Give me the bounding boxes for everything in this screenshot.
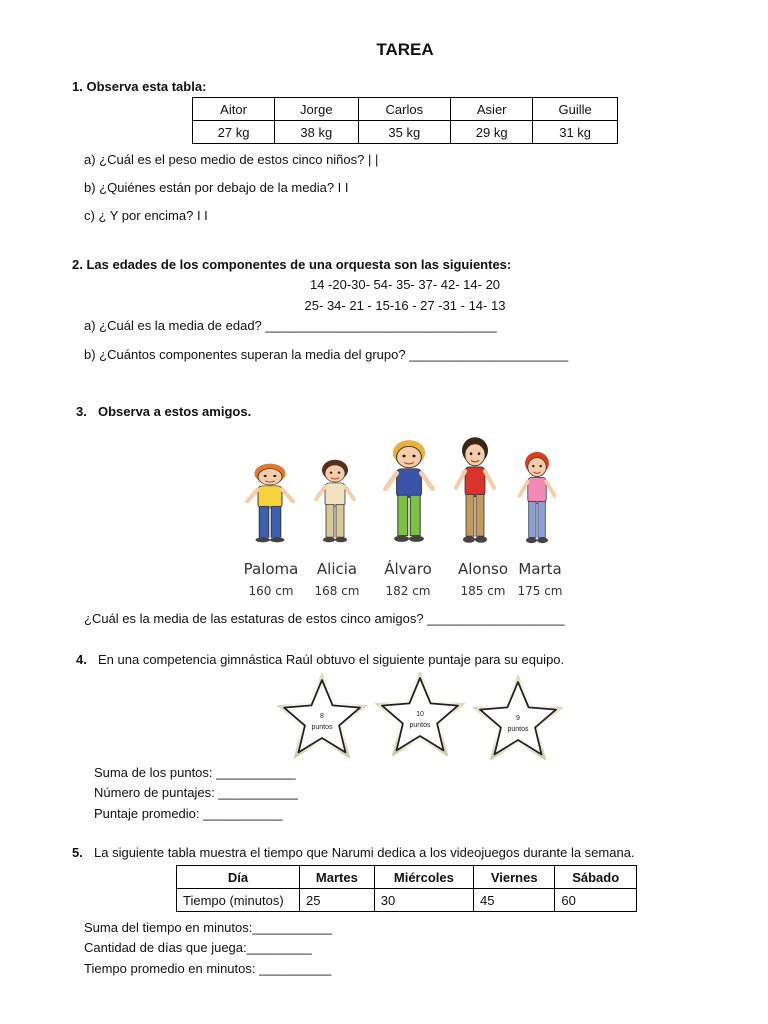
friend-name: Paloma: [243, 560, 299, 578]
q2-ages-line1: 14 -20-30- 54- 35- 37- 42- 14- 20: [309, 277, 501, 292]
q4-heading: En una competencia gimnástica Raúl obtuvo el siguiente puntaje para su equipo.: [98, 652, 565, 667]
table-row: [193, 121, 618, 144]
table-header-cell: Día: [177, 866, 300, 889]
friend-height: 160 cm: [248, 584, 294, 598]
table-cell: Asier: [451, 98, 533, 121]
q2-heading: 2. Las edades de los componentes de una orquesta son las siguientes:: [72, 257, 512, 272]
table-cell: 30: [374, 889, 473, 912]
friend-height: 182 cm: [385, 584, 431, 598]
table-cell: Guille: [533, 98, 618, 121]
q4-number: 4.: [76, 652, 87, 667]
time-table: [176, 865, 637, 912]
q2-ages-line2: 25- 34- 21 - 15-16 - 27 -31 - 14- 13: [304, 298, 506, 313]
q2-a: a) ¿Cuál es la media de edad? ________________________________: [84, 318, 497, 333]
table-cell: 31 kg: [533, 121, 618, 144]
friend-height: 175 cm: [517, 584, 563, 598]
q4-count: Número de puntajes: ___________: [94, 785, 298, 800]
q5-heading: La siguiente tabla muestra el tiempo que Narumi dedica a los videojuegos durante la semana.: [94, 845, 635, 860]
friend-figure: [450, 435, 500, 545]
friend-figure: [514, 450, 560, 545]
q1-b: b) ¿Quiénes están por debajo de la media? I I: [84, 180, 349, 195]
q5-sum: Suma del tiempo en minutos:___________: [84, 920, 332, 935]
table-cell: Carlos: [358, 98, 451, 121]
weights-table: [192, 97, 618, 144]
friend-name: Alonso: [457, 560, 509, 578]
q1-heading: 1. Observa esta tabla:: [72, 79, 207, 94]
q3-number: 3.: [76, 404, 87, 419]
friend-name: Alicia: [316, 560, 358, 578]
friend-figure: [310, 458, 360, 544]
score-stars: [272, 672, 572, 764]
star-unit: puntos: [507, 726, 529, 733]
table-cell: 25: [300, 889, 375, 912]
friend-figure: [240, 462, 300, 544]
table-cell: Jorge: [275, 98, 358, 121]
table-row: [177, 866, 637, 889]
q2-b: b) ¿Cuántos componentes superan la media del grupo? ______________________: [84, 347, 569, 362]
q5-number: 5.: [72, 845, 83, 860]
q1-c: c) ¿ Y por encima? I I: [84, 208, 208, 223]
table-cell: 27 kg: [193, 121, 275, 144]
friend-height: 185 cm: [460, 584, 506, 598]
table-row: [193, 98, 618, 121]
q5-avg: Tiempo promedio en minutos: __________: [84, 961, 332, 976]
table-cell: Tiempo (minutos): [177, 889, 300, 912]
q5-days: Cantidad de días que juega:_________: [84, 940, 312, 955]
friend-height: 168 cm: [314, 584, 360, 598]
q3-heading: Observa a estos amigos.: [98, 404, 252, 419]
friend-name: Marta: [518, 560, 562, 578]
q4-avg: Puntaje promedio: ___________: [94, 806, 283, 821]
star-value: 10: [416, 711, 424, 718]
table-header-cell: Sábado: [555, 866, 637, 889]
q4-sum: Suma de los puntos: ___________: [94, 765, 296, 780]
q1-a: a) ¿Cuál es el peso medio de estos cinco niños? | |: [84, 152, 379, 167]
star-unit: puntos: [409, 722, 431, 729]
q3-question: ¿Cuál es la media de las estaturas de estos cinco amigos? ___________________: [84, 611, 565, 626]
table-cell: Aitor: [193, 98, 275, 121]
table-cell: 60: [555, 889, 637, 912]
friend-figure: [378, 438, 440, 544]
star-unit: puntos: [311, 724, 333, 731]
table-header-cell: Miércoles: [374, 866, 473, 889]
table-cell: 29 kg: [451, 121, 533, 144]
star-value: 8: [320, 713, 324, 720]
page-title: TAREA: [376, 40, 434, 59]
friend-name: Álvaro: [384, 560, 432, 578]
table-cell: 35 kg: [358, 121, 451, 144]
table-header-cell: Viernes: [474, 866, 555, 889]
table-cell: 38 kg: [275, 121, 358, 144]
star-value: 9: [516, 715, 520, 722]
table-cell: 45: [474, 889, 555, 912]
table-row: [177, 889, 637, 912]
table-header-cell: Martes: [300, 866, 375, 889]
